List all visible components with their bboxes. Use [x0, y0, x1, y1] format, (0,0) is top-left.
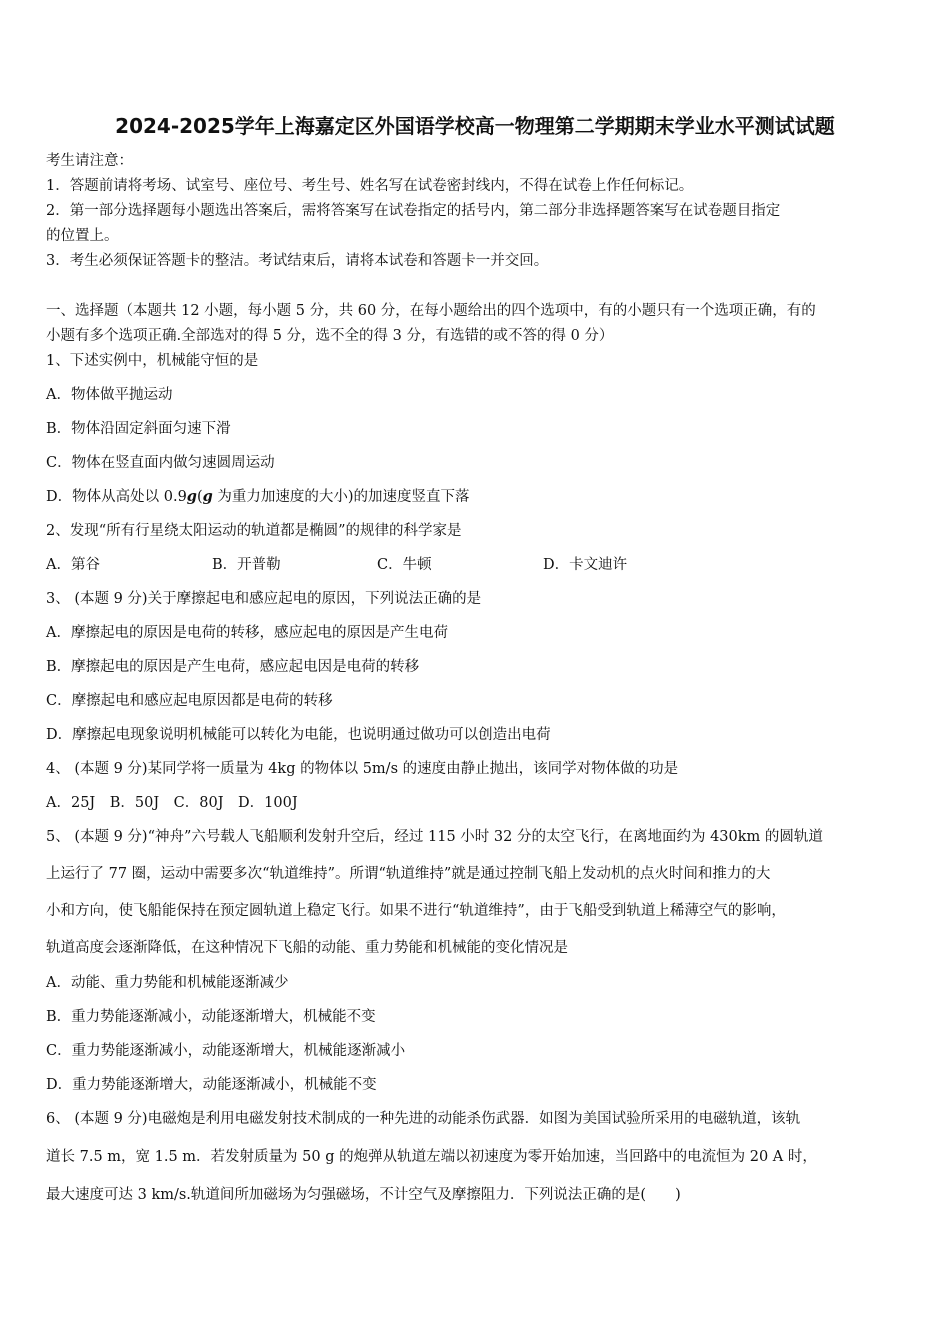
section-heading-line1: 一、选择题（本题共 12 小题，每小题 5 分，共 60 分，在每小题给出的四个选项中，有的小题只有一个选项正确，有的	[46, 303, 816, 319]
q5-option-c: C．重力势能逐渐减小，动能逐渐增大，机械能逐渐减小	[46, 1043, 406, 1059]
q3-option-c: C．摩擦起电和感应起电原因都是电荷的转移	[46, 693, 333, 709]
q2-option-b: B．开普勒	[212, 557, 281, 573]
q6-line2: 道长 7.5 m，宽 1.5 m．若发射质量为 50 g 的炮弹从轨道左端以初速度为零开始加速，当回路中的电流恒为 20 A 时，	[46, 1149, 817, 1165]
q4-options: A．25J B．50J C．80J D．100J	[46, 795, 298, 811]
q3-stem: 3、 (本题 9 分)关于摩擦起电和感应起电的原因，下列说法正确的是	[46, 591, 482, 607]
q5-line1: 5、 (本题 9 分)“神舟”六号载人飞船顺利发射升空后，经过 115 小时 32 分的太空飞行，在离地面约为 430km 的圆轨道	[46, 829, 823, 845]
q6-line3: 最大速度可达 3 km/s.轨道间所加磁场为匀强磁场，不计空气及摩擦阻力．下列说法正确的是( )	[46, 1187, 681, 1203]
q2-option-c: C．牛顿	[377, 557, 432, 573]
notice-item-2: 2．第一部分选择题每小题选出答案后，需将答案写在试卷指定的括号内，第二部分非选择题答案写在试卷题目指定	[46, 203, 781, 219]
q2-option-d: D．卡文迪许	[543, 557, 628, 573]
q1-d-g2: g	[202, 488, 213, 505]
q4-stem: 4、 (本题 9 分)某同学将一质量为 4kg 的物体以 5m/s 的速度由静止抛出，该同学对物体做的功是	[46, 761, 679, 777]
q2-option-a: A．第谷	[46, 557, 100, 573]
page-title: 2024-2025学年上海嘉定区外国语学校高一物理第二学期期末学业水平测试试题	[115, 114, 835, 138]
q1-d-post: 为重力加速度的大小)的加速度竖直下落	[212, 489, 470, 505]
notice-item-2-cont: 的位置上。	[46, 228, 119, 244]
section-heading-line2: 小题有多个选项正确.全部选对的得 5 分，选不全的得 3 分，有选错的或不答的得 0 分）	[46, 328, 614, 344]
notice-item-3: 3．考生必须保证答题卡的整洁。考试结束后，请将本试卷和答题卡一并交回。	[46, 253, 549, 269]
q5-line2: 上运行了 77 圈，运动中需要多次“轨道维持”。所谓“轨道维持”就是通过控制飞船上发动机的点火时间和推力的大	[46, 866, 771, 882]
notice-item-1: 1．答题前请将考场、试室号、座位号、考生号、姓名写在试卷密封线内，不得在试卷上作任何标记。	[46, 178, 694, 194]
q3-option-b: B．摩擦起电的原因是产生电荷，感应起电因是电荷的转移	[46, 659, 420, 675]
q5-option-d: D．重力势能逐渐增大，动能逐渐减小，机械能不变	[46, 1077, 377, 1093]
q5-line3: 小和方向，使飞船能保持在预定圆轨道上稳定飞行。如果不进行“轨道维持”，由于飞船受到轨道上稀薄空气的影响，	[46, 903, 786, 919]
q2-stem: 2、发现“所有行星绕太阳运动的轨道都是椭圆”的规律的科学家是	[46, 523, 462, 539]
notice-heading: 考生请注意：	[46, 153, 133, 169]
q5-line4: 轨道高度会逐渐降低，在这种情况下飞船的动能、重力势能和机械能的变化情况是	[46, 940, 568, 956]
q1-d-pre: D．物体从高处以 0.9	[46, 489, 187, 505]
q6-line1: 6、 (本题 9 分)电磁炮是利用电磁发射技术制成的一种先进的动能杀伤武器．如图为美国试验所采用的电磁轨道，该轨	[46, 1111, 801, 1127]
q1-d-g1: g	[186, 488, 197, 505]
q1-option-d	[46, 487, 908, 507]
q1-option-a: A．物体做平抛运动	[46, 387, 173, 403]
q1-option-b: B．物体沿固定斜面匀速下滑	[46, 421, 231, 437]
q3-option-a: A．摩擦起电的原因是电荷的转移，感应起电的原因是产生电荷	[46, 625, 448, 641]
q3-option-d: D．摩擦起电现象说明机械能可以转化为电能，也说明通过做功可以创造出电荷	[46, 727, 551, 743]
q5-option-a: A．动能、重力势能和机械能逐渐减少	[46, 975, 289, 991]
q2-options	[46, 555, 908, 575]
q1-stem: 1、下述实例中，机械能守恒的是	[46, 353, 259, 369]
q1-option-c: C．物体在竖直面内做匀速圆周运动	[46, 455, 275, 471]
q1-d-mid: (	[196, 489, 203, 505]
q5-option-b: B．重力势能逐渐减小，动能逐渐增大，机械能不变	[46, 1009, 376, 1025]
